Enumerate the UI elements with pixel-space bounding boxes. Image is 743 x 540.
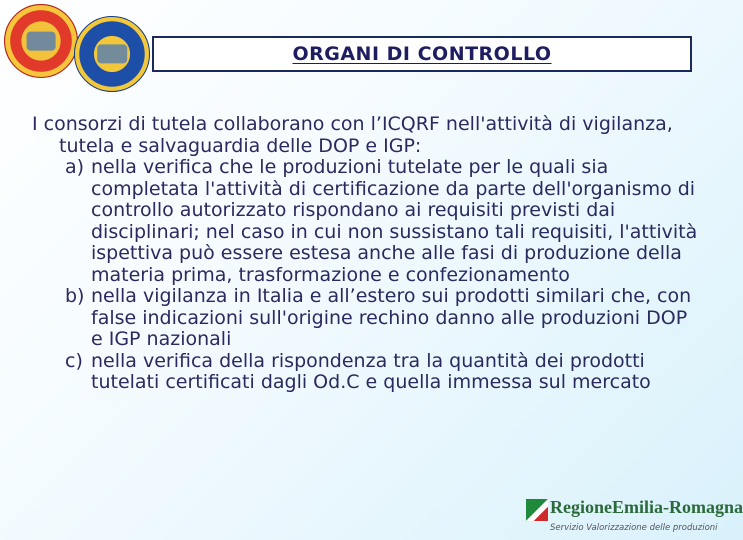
list-item-a xyxy=(32,157,702,286)
item-marker: a) xyxy=(65,156,85,178)
region-flag-icon xyxy=(526,499,548,521)
list-item-c xyxy=(32,351,702,394)
slide-content xyxy=(32,114,702,394)
item-text: nella vigilanza in Italia e all’estero sui prodotti similari che, con false indicazioni sull'origine rechino danno alle produzioni DOP e IGP nazionali xyxy=(91,285,692,350)
igp-seal-icon xyxy=(74,16,150,92)
seal-center xyxy=(97,44,127,63)
list-item-b xyxy=(32,286,702,351)
region-subtitle: Servizio Valorizzazione delle produzioni xyxy=(550,523,718,533)
seal-center xyxy=(27,32,56,51)
region-logo xyxy=(526,497,743,537)
title-box xyxy=(152,36,692,72)
item-text: nella verifica della rispondenza tra la quantità dei prodotti tutelati certificati dagli Od.C e quella immessa sul mercato xyxy=(91,349,651,393)
item-marker: c) xyxy=(65,349,83,372)
page-title: ORGANI DI CONTROLLO xyxy=(292,43,552,65)
quality-seals xyxy=(2,2,150,88)
item-marker: b) xyxy=(65,285,85,307)
item-text: nella verifica che le produzioni tutelate per le quali sia completata l'attività di certificazione da parte dell'organismo di controllo autorizzato rispondano ai requisiti previsti dai disciplinari; nel caso in cui non sussistano tali requisiti, l'attività ispettiva può essere estesa anche alle fasi di produzione della materia prima, trasformazione e confezionamento xyxy=(91,156,698,286)
dop-seal-icon xyxy=(4,4,78,78)
region-name: RegioneEmilia-Romagna xyxy=(550,497,743,517)
intro-paragraph: I consorzi di tutela collaborano con l’ICQRF nell'attività di vigilanza, tutela e salvaguardia delle DOP e IGP: xyxy=(32,113,673,157)
